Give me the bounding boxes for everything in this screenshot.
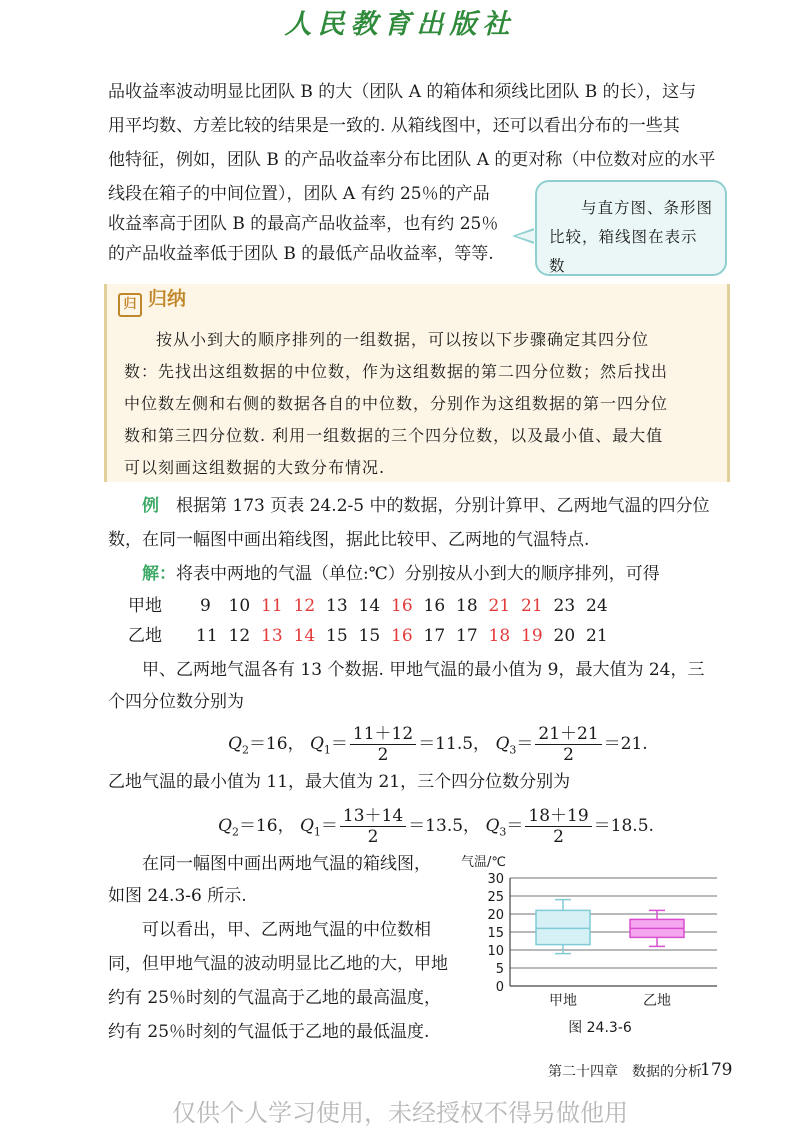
q2-value: ＝16，: [248, 734, 305, 754]
data-value: 11: [196, 626, 218, 646]
intro-line: 他特征，例如，团队 B 的产品收益率分布比团队 A 的更对称（中位数对应的水平: [108, 150, 716, 170]
data-value: 20: [553, 626, 576, 646]
intro-line: 用平均数、方差比较的结果是一致的. 从箱线图中，还可以看出分布的一些其: [108, 116, 680, 136]
data-value: 17: [423, 626, 446, 646]
data-value: 19: [521, 626, 543, 646]
data-value: 12: [293, 596, 316, 616]
footer-chapter: 第二十四章 数据的分析: [548, 1064, 702, 1080]
intro-line: 线段在箱子的中间位置），团队 A 有约 25％的产品: [108, 184, 490, 204]
summary-icon: 归: [118, 293, 142, 317]
q1-value: ＝11.5，: [418, 734, 491, 754]
formula-yi: $Q_2=16$， $Q_1=$ $\frac{13+14}{2}$ ＝13.5， $Q_3=$ $\frac{18+19}{2}$ ＝18.5.: [218, 806, 654, 847]
watermark: 仅供个人学习使用，未经授权不得另做他用: [172, 1099, 628, 1127]
q1-symbol: $Q_1$: [309, 734, 331, 757]
category-label: 乙地: [643, 993, 671, 1009]
closing-line: 约有 25％时刻的气温高于乙地的最高温度，: [108, 988, 442, 1008]
q3-symbol: $Q_3$: [485, 816, 507, 839]
box: [536, 910, 590, 944]
data-value: 13: [326, 596, 348, 616]
summary-line: 数和第三四分位数. 利用一组数据的三个四分位数，以及最小值、最大值: [124, 426, 664, 445]
summary-line: 中位数左侧和右侧的数据各自的中位数，分别作为这组数据的第一四分位: [124, 394, 669, 413]
q2-symbol: $Q_2$: [218, 816, 239, 839]
q3-value: ＝18.5.: [593, 816, 654, 836]
data-value: 21: [488, 596, 511, 616]
data-value: 15: [326, 626, 348, 646]
example-text: 根据第 173 页表 24.2-5 中的数据，分别计算甲、乙两地气温的四分位: [176, 496, 710, 516]
data-value: 24: [586, 596, 608, 616]
example-line: 数，在同一幅图中画出箱线图，据此比较甲、乙两地的气温特点.: [108, 530, 590, 550]
intro-line: 的产品收益率低于团队 B 的最低产品收益率，等等.: [108, 244, 494, 264]
thinking-bubble: [535, 180, 727, 276]
jia-text-line: 个四分位数分别为: [108, 692, 244, 712]
intro-line: 品收益率波动明显比团队 B 的大（团队 A 的箱体和须线比团队 B 的长），这与: [108, 82, 697, 102]
chart-ylabel: 气温/℃: [461, 855, 506, 870]
y-tick-label: 20: [487, 908, 504, 923]
data-value: 21: [586, 626, 608, 646]
bubble-line: 与直方图、条形图: [581, 199, 714, 217]
data-value: 9: [200, 596, 211, 616]
data-value: 23: [553, 596, 576, 616]
yi-text-line: 乙地气温的最小值为 11，最大值为 21，三个四分位数分别为: [108, 772, 571, 792]
data-value: 11: [261, 596, 283, 616]
closing-line: 在同一幅图中画出两地气温的箱线图，: [142, 854, 431, 874]
y-tick-label: 10: [487, 944, 504, 959]
closing-line: 同，但甲地气温的波动明显比乙地的大，甲地: [108, 954, 448, 974]
summary-line: 可以刻画这组数据的大致分布情况.: [124, 458, 386, 477]
q3-value: ＝21.: [603, 734, 648, 754]
data-value: 17: [456, 626, 478, 646]
data-value: 16: [391, 596, 413, 616]
solution-text: 将表中两地的气温（单位:℃）分别按从小到大的顺序排列，可得: [176, 564, 660, 584]
bubble-tail-inner: [516, 230, 535, 242]
q2-symbol: $Q_2$: [228, 734, 249, 757]
q3-fraction: $\frac{18+19}{2}$: [525, 806, 591, 847]
closing-line: 约有 25％时刻的气温低于乙地的最低温度.: [108, 1022, 430, 1042]
y-tick-label: 25: [487, 890, 504, 905]
data-value: 12: [228, 626, 251, 646]
data-value: 14: [293, 626, 316, 646]
intro-line: 收益率高于团队 B 的最高产品收益率，也有约 25％: [108, 214, 499, 234]
data-value: 13: [261, 626, 283, 646]
summary-heading: [118, 286, 186, 317]
q1-fraction: $\frac{11+12}{2}$: [350, 724, 416, 765]
summary-title: 归纳: [148, 288, 187, 310]
formula-jia: $Q_2=16$， $Q_1=$ $\frac{11+12}{2}$ ＝11.5， $Q_3=$ $\frac{21+21}{2}$ ＝21.: [228, 724, 648, 765]
data-value: 15: [358, 626, 381, 646]
data-value: 18: [488, 626, 511, 646]
summary-line: 数：先找出这组数据的中位数，作为这组数据的第二四分位数；然后找出: [124, 362, 669, 381]
data-value: 18: [456, 596, 478, 616]
data-value: 16: [391, 626, 413, 646]
closing-line: 如图 24.3-6 所示.: [108, 886, 247, 906]
chart-caption: 图 24.3-6: [568, 1020, 632, 1036]
example-line: [142, 494, 709, 518]
q1-symbol: $Q_1$: [299, 816, 321, 839]
category-label: 甲地: [549, 993, 577, 1009]
page-number: 179: [700, 1060, 733, 1080]
row-label: 乙地: [128, 626, 162, 646]
solution-line: [142, 562, 660, 586]
y-tick-label: 15: [487, 926, 504, 941]
data-value: 21: [521, 596, 543, 616]
q1-value: ＝13.5，: [408, 816, 481, 836]
y-tick-label: 0: [495, 980, 504, 995]
jia-text-line: 甲、乙两地气温各有 13 个数据. 甲地气温的最小值为 9，最大值为 24，三: [142, 660, 705, 680]
data-value: 14: [358, 596, 381, 616]
y-tick-label: 30: [487, 872, 504, 887]
example-label: 例: [142, 496, 159, 516]
boxplot-chart: [455, 850, 725, 1040]
q1-fraction: $\frac{13+14}{2}$: [340, 806, 406, 847]
q3-symbol: $Q_3$: [495, 734, 517, 757]
data-value: 16: [423, 596, 446, 616]
solution-label: 解：: [142, 564, 176, 584]
bubble-line: 比较，箱线图在表示数: [549, 228, 698, 275]
y-tick-label: 5: [495, 962, 504, 977]
q2-value: ＝16，: [238, 816, 295, 836]
closing-line: 可以看出，甲、乙两地气温的中位数相: [142, 920, 431, 940]
row-label: 甲地: [128, 596, 162, 616]
publisher-logo: 人民教育出版社: [284, 9, 516, 40]
q3-fraction: $\frac{21+21}{2}$: [535, 724, 601, 765]
data-value: 10: [228, 596, 251, 616]
summary-line: 按从小到大的顺序排列的一组数据，可以按以下步骤确定其四分位: [156, 330, 650, 349]
